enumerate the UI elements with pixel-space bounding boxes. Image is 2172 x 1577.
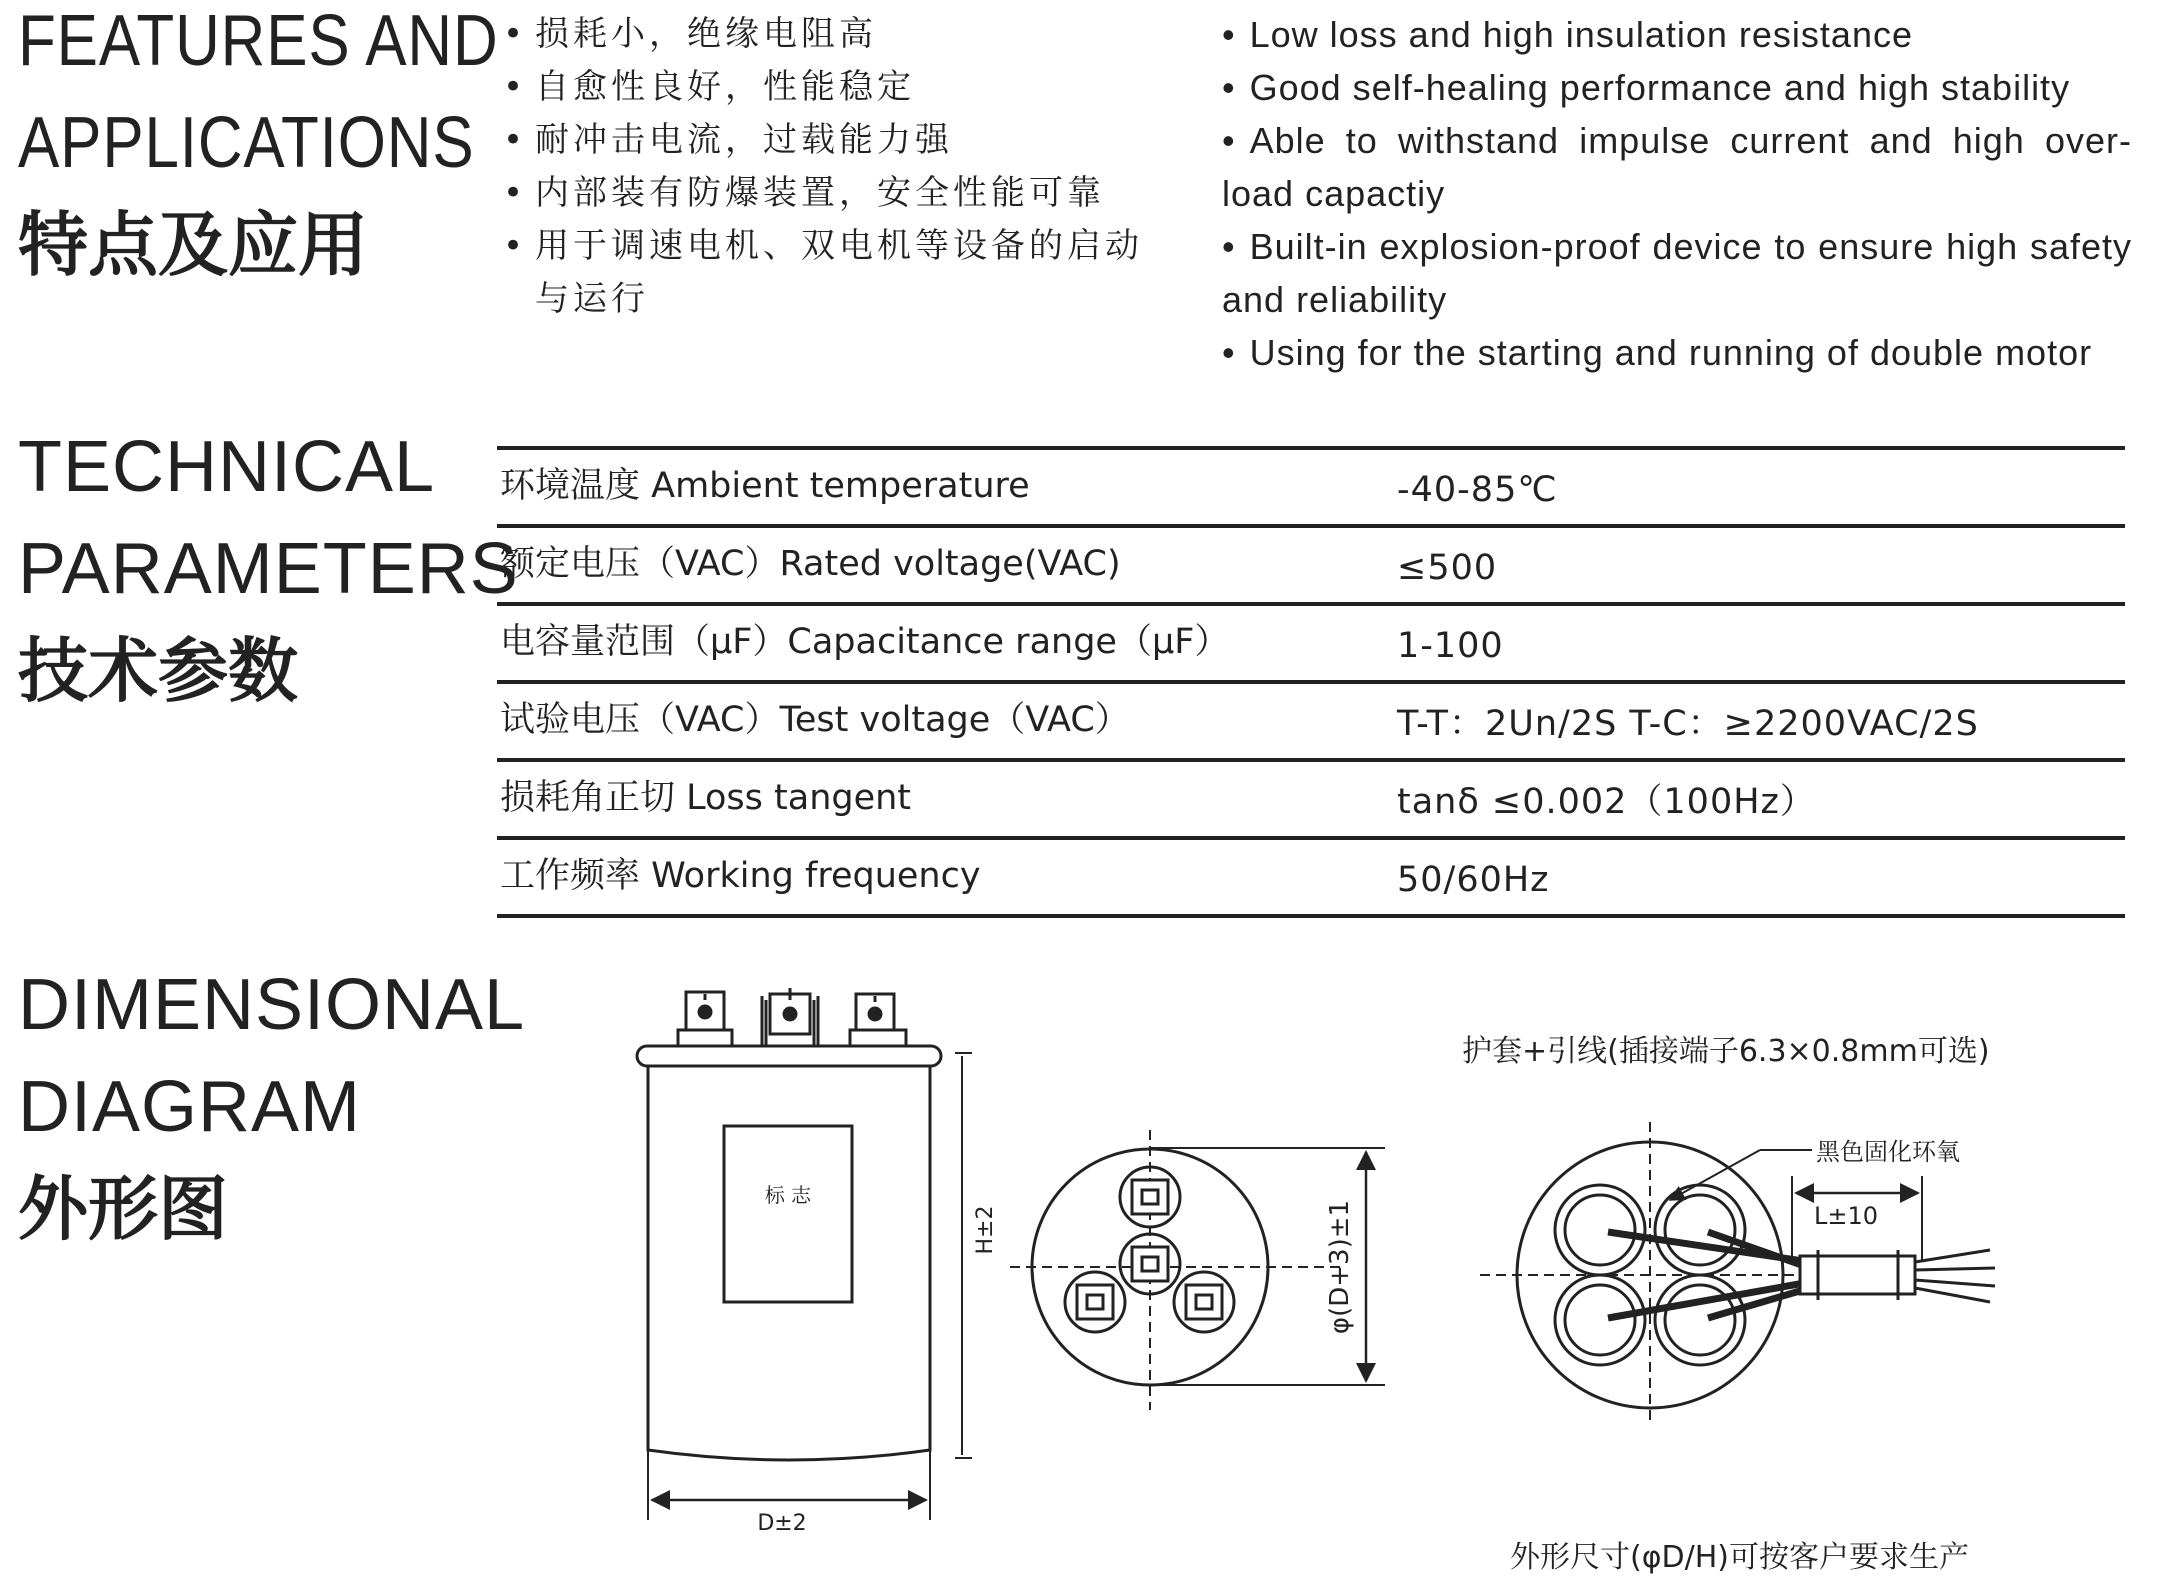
footnote: 外形尺寸(φD/H)可按客户要求生产	[1510, 1540, 1969, 1575]
label-box-text: 标 志	[764, 1183, 812, 1207]
technical-title-en-1: TECHNICAL	[18, 427, 436, 507]
technical-title-en-2: PARAMETERS	[18, 529, 519, 609]
label-box	[724, 1126, 852, 1302]
list-item: • 用于调速电机、双电机等设备的启动与运行	[503, 220, 1143, 326]
top-diameter-dimension-label: φ(D+3)±1	[1325, 1199, 1355, 1335]
dimensional-title-cn: 外形图	[18, 1168, 228, 1250]
list-item: • Built-in explosion-proof device to ensure high safety and reliability	[1222, 226, 2132, 320]
param-value: 50/60Hz	[1397, 860, 1550, 900]
list-item: • Using for the starting and running of double motor	[1222, 332, 2093, 373]
list-item: • 自愈性良好，性能稳定	[503, 61, 1143, 114]
terminal-left	[678, 992, 732, 1046]
top-terminal-3	[1065, 1272, 1125, 1332]
list-item: • Good self-healing performance and high stability	[1222, 67, 2071, 108]
list-item: • 耐冲击电流，过载能力强	[503, 114, 1143, 167]
lead-length-label: L±10	[1814, 1202, 1879, 1230]
terminal-center	[762, 988, 818, 1046]
param-value: tanδ ≤0.002（100Hz）	[1397, 782, 1816, 822]
dimensional-title-en-1: DIMENSIONAL	[18, 965, 526, 1045]
param-label: 工作频率 Working frequency	[500, 856, 981, 896]
param-value: 1-100	[1397, 626, 1504, 666]
lead-version-title: 护套+引线(插接端子6.3×0.8mm可选)	[1462, 1034, 1990, 1069]
capacitor-side-view	[637, 988, 972, 1520]
capacitor-lid	[637, 1046, 941, 1066]
list-item: • Low loss and high insulation resistance	[1222, 14, 1913, 55]
param-value: ≤500	[1397, 548, 1498, 588]
param-value: -40-85℃	[1397, 470, 1558, 510]
param-value: T-T：2Un/2S T-C：≥2200VAC/2S	[1397, 704, 1979, 744]
list-item: • Able to withstand impulse current and high over-load capactiy	[1222, 120, 2132, 214]
height-dimension-label: H±2	[973, 1205, 998, 1255]
diameter-dimension-label: D±2	[757, 1511, 807, 1536]
param-label: 损耗角正切 Loss tangent	[500, 778, 912, 818]
features-title-cn: 特点及应用	[18, 204, 368, 286]
param-label: 试验电压（VAC）Test voltage（VAC）	[500, 700, 1130, 740]
list-item: • 损耗小，绝缘电阻高	[503, 8, 1143, 61]
dimensional-title-en-2: DIAGRAM	[18, 1067, 362, 1147]
param-label: 额定电压（VAC）Rated voltage(VAC)	[500, 544, 1121, 584]
features-title-en-2: APPLICATIONS	[18, 103, 475, 183]
param-label: 环境温度 Ambient temperature	[500, 466, 1030, 506]
top-terminal-4	[1174, 1272, 1234, 1332]
terminal-right	[850, 994, 906, 1046]
param-label: 电容量范围（μF）Capacitance range（μF）	[500, 622, 1230, 662]
capacitor-lead-view	[1480, 1122, 1995, 1420]
features-title-en-1: FEATURES AND	[18, 1, 499, 81]
epoxy-label: 黑色固化环氧	[1816, 1138, 1960, 1166]
technical-title-cn: 技术参数	[18, 630, 298, 712]
list-item: • 内部装有防爆装置，安全性能可靠	[503, 167, 1143, 220]
